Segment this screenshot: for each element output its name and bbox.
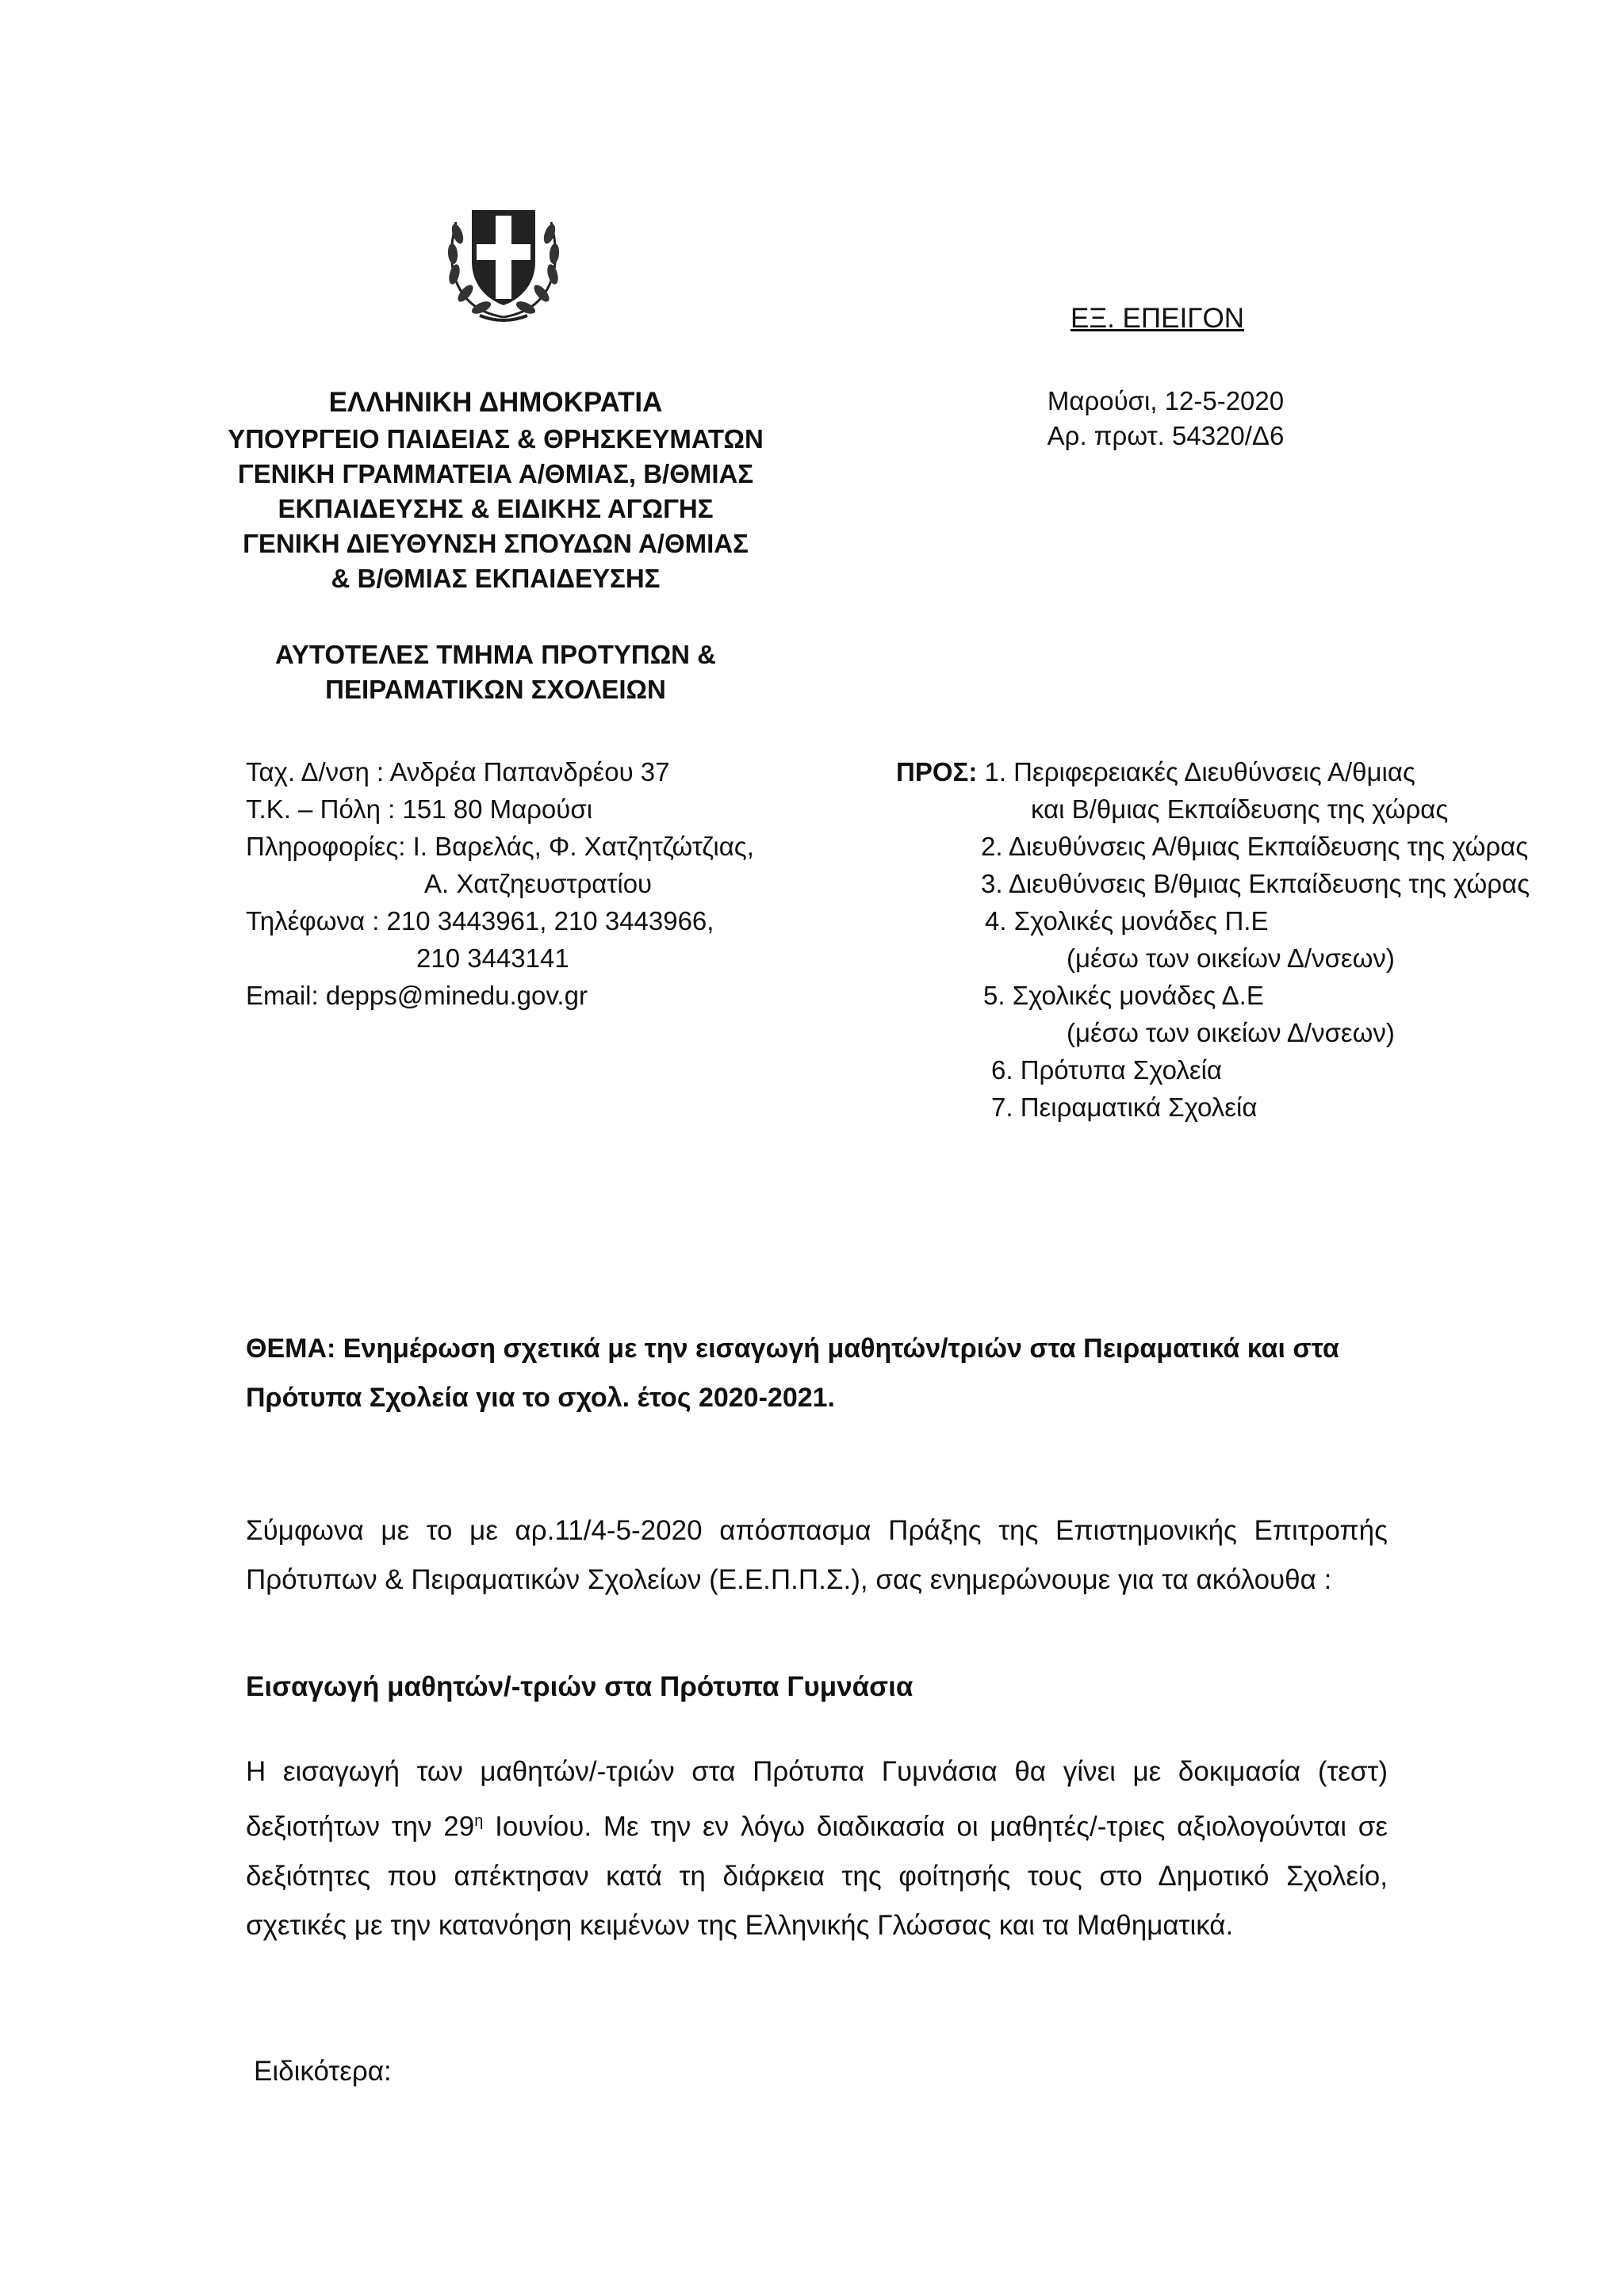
document-subject: ΘΕΜΑ: Ενημέρωση σχετικά με την εισαγωγή μαθητών/τριών στα Πειραματικά και στα Πρότυπα Σχολεία για το σχολ. έτος 2020-2021. xyxy=(246,1334,1339,1413)
authority-line: ΓΕΝΙΚΗ ΓΡΑΜΜΑΤΕΙΑ Α/ΘΜΙΑΣ, Β/ΘΜΙΑΣ xyxy=(237,459,754,488)
recipient-item: 3. Διευθύνσεις Β/θμιας Εκπαίδευσης της χώρας xyxy=(981,869,1530,898)
intro-paragraph: Σύμφωνα με το με αρ.11/4-5-2020 απόσπασμα Πράξης της Επιστημονικής Επιτροπής Πρότυπων & Πειραματικών Σχολείων (Ε.Ε.Π.Π.Σ.), σας ενημερώνουμε για τα ακόλουθα : xyxy=(246,1515,1388,1595)
recipient-item: (μέσω των οικείων Δ/νσεων) xyxy=(1067,1018,1395,1047)
authority-line: ΕΚΠΑΙΔΕΥΣΗΣ & ΕΙΔΙΚΗΣ ΑΓΩΓΗΣ xyxy=(278,494,714,523)
recipient-item: 2. Διευθύνσεις Α/θμιας Εκπαίδευσης της χώρας xyxy=(981,832,1529,861)
contact-info-persons-cont: Α. Χατζηευστρατίου xyxy=(424,869,653,898)
contact-phones: Τηλέφωνα : 210 3443961, 210 3443966, xyxy=(246,906,714,936)
closing-text: Ειδικότερα: xyxy=(254,2056,392,2087)
contact-address: Ταχ. Δ/νση : Ανδρέα Παπανδρέου 37 xyxy=(246,757,670,786)
recipients-block xyxy=(896,753,1530,1126)
authority-line: ΕΛΛΗΝΙΚΗ ΔΗΜΟΚΡΑΤΙΑ xyxy=(328,387,663,418)
department-line: ΑΥΤΟΤΕΛΕΣ ΤΜΗΜΑ ΠΡΟΤΥΠΩΝ & xyxy=(274,640,716,669)
recipient-item: 1. Περιφερειακές Διευθύνσεις Α/θμιας xyxy=(984,757,1415,786)
authority-line: & Β/ΘΜΙΑΣ ΕΚΠΑΙΔΕΥΣΗΣ xyxy=(331,564,661,593)
document-date: Μαρούσι, 12-5-2020 xyxy=(1047,386,1285,415)
authority-line: ΓΕΝΙΚΗ ΔΙΕΥΘΥΝΣΗ ΣΠΟΥΔΩΝ Α/ΘΜΙΑΣ xyxy=(243,529,749,558)
contact-postal: Τ.Κ. – Πόλη : 151 80 Μαρούσι xyxy=(246,794,593,824)
recipient-item: (μέσω των οικείων Δ/νσεων) xyxy=(1067,943,1395,973)
authority-line: ΥΠΟΥΡΓΕΙΟ ΠΑΙΔΕΙΑΣ & ΘΡΗΣΚΕΥΜΑΤΩΝ xyxy=(228,424,764,453)
recipients-label: ΠΡΟΣ: xyxy=(896,757,978,786)
recipient-line xyxy=(896,753,1530,790)
recipient-item: και Β/θμιας Εκπαίδευσης της χώρας xyxy=(1031,794,1449,824)
section-heading: Εισαγωγή μαθητών/-τριών στα Πρότυπα Γυμνάσια xyxy=(246,1671,914,1702)
urgency-marker: ΕΞ. ΕΠΕΙΓΟΝ xyxy=(1071,303,1245,334)
department-header xyxy=(190,637,801,707)
contact-info-persons: Πληροφορίες: Ι. Βαρελάς, Φ. Χατζητζώτζιας, xyxy=(246,832,754,861)
section-paragraph xyxy=(246,1747,1388,1950)
section-text-part: Ιουνίου. Με την εν λόγω διαδικασία οι μαθητές/-τριες αξιολογούνται σε δεξιότητες που απέκτησαν κατά τη διάρκεια της φοίτησής τους στο Δημοτικό Σχολείο, σχετικές με την κατανόηση κειμένων της Ελληνικής Γλώσσας και τα Μαθηματικά. xyxy=(246,1811,1388,1941)
recipient-item: 7. Πειραματικά Σχολεία xyxy=(991,1093,1258,1122)
recipient-item: 4. Σχολικές μονάδες Π.Ε xyxy=(985,906,1269,936)
contact-email: Email: depps@minedu.gov.gr xyxy=(246,981,588,1010)
recipient-item: 6. Πρότυπα Σχολεία xyxy=(991,1055,1222,1085)
coat-of-arms-emblem xyxy=(440,190,567,325)
contact-phones-cont: 210 3443141 xyxy=(416,943,569,973)
protocol-number: Αρ. πρωτ. 54320/Δ6 xyxy=(1047,421,1285,450)
authority-header xyxy=(190,385,801,596)
section-text-part: Η εισαγωγή των μαθητών/-τριών στα Πρότυπα Γυμνάσια θα γίνει με δοκιμασία (τεστ) δεξιοτήτων την 29 xyxy=(246,1756,1388,1843)
department-line: ΠΕΙΡΑΜΑΤΙΚΩΝ ΣΧΟΛΕΙΩΝ xyxy=(325,675,666,704)
contact-block xyxy=(246,753,754,1014)
ordinal-superscript: η xyxy=(474,1812,484,1830)
date-protocol-block xyxy=(1031,384,1300,453)
recipient-item: 5. Σχολικές μονάδες Δ.Ε xyxy=(983,981,1264,1010)
